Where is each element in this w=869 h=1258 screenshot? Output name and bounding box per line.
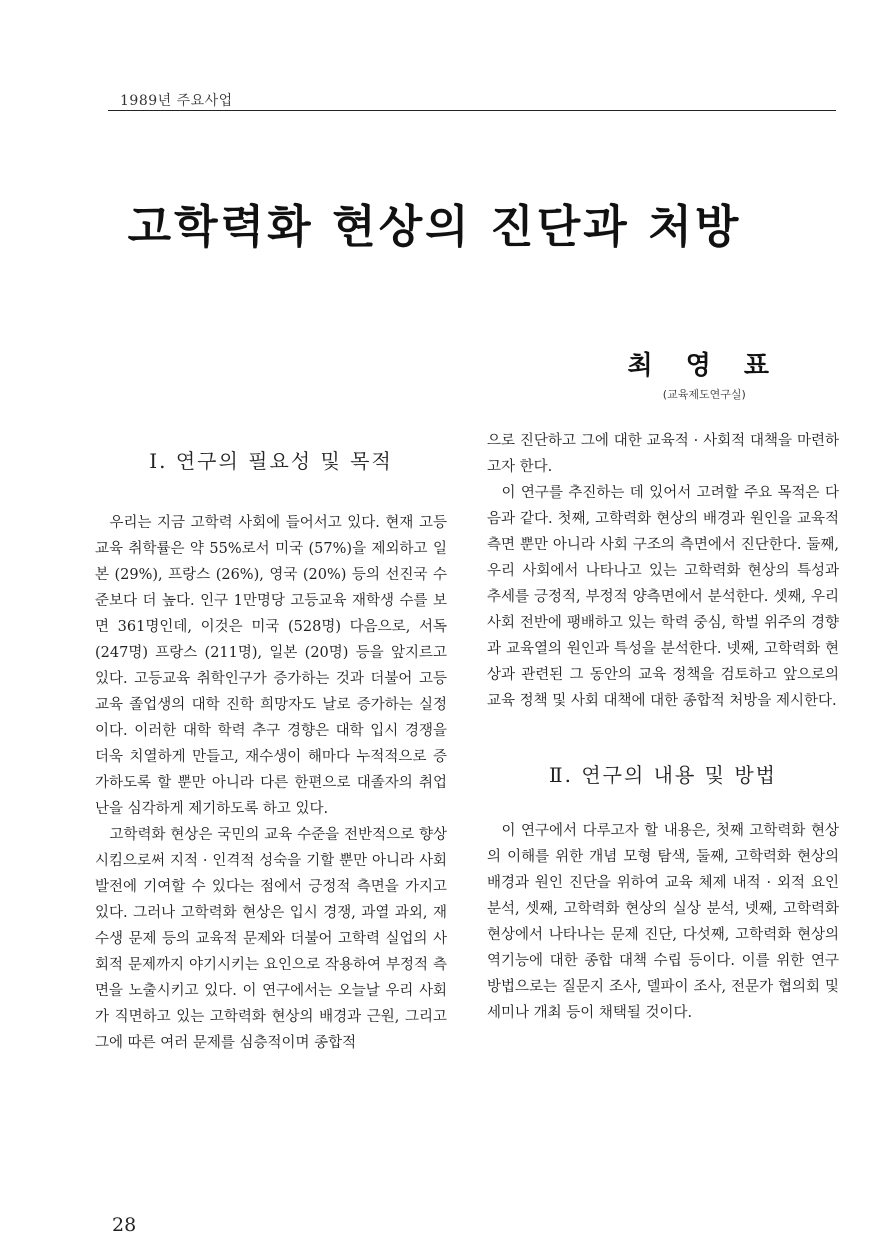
section1-continuation: 으로 진단하고 그에 대한 교육적 · 사회적 대책을 마련하고자 한다. xyxy=(487,433,839,475)
section1-paragraph-2: 고학력화 현상은 국민의 교육 수준을 전반적으로 향상시킴으로써 지적 · 인격적 성숙을 기할 뿐만 아니라 사회 발전에 기여할 수 있다는 점에서 긍정적 측면을 가지고 있다. 그러나 고학력화 현상은 입시 경쟁, 과열 과외, 재수생 문제 등의 교육적 문제와 더불어 고학력 실업의 사회적 문제까지 야기시키는 요인으로 작용하여 부정적 측면을 노출시키고 있다. 이 연구에서는 오늘날 우리 사회가 직면하고 있는 고학력화 현상의 배경과 근원, 그리고 그에 따른 여러 문제를 심층적이며 종합적 xyxy=(95,827,447,1051)
section1-paragraph-1: 우리는 지금 고학력 사회에 들어서고 있다. 현재 고등교육 취학률은 약 55%로서 미국 (57%)을 제외하고 일본 (29%), 프랑스 (26%), 영국 (20%) 등의 선진국 수준보다 더 높다. 인구 1만명당 고등교육 재학생 수를 보면 361명인데, 이것은 미국 (528명) 다음으로, 서독 (247명) 프랑스 (211명), 일본 (20명) 등을 앞지르고 있다. 고등교육 취학인구가 증가하는 것과 더불어 고등교육 졸업생의 대학 진학 희망자도 날로 증가하는 실정이다. 이러한 대학 학력 추구 경향은 대학 입시 경쟁을 더욱 치열하게 만들고, 재수생이 해마다 누적적으로 증가하도록 할 뿐만 아니라 다른 한편으로 대졸자의 취업난을 심각하게 제기하도록 하고 있다. xyxy=(95,515,447,817)
header-rule xyxy=(108,110,836,111)
author-block xyxy=(628,345,781,402)
page-number: 28 xyxy=(112,1214,137,1236)
section2-heading: Ⅱ. 연구의 내용 및 방법 xyxy=(549,763,777,787)
section2-paragraph: 이 연구에서 다루고자 할 내용은, 첫째 고학력화 현상의 이해를 위한 개념 모형 탐색, 둘째, 고학력화 현상의 배경과 원인 진단을 위하여 교육 체제 내적 · 외적 요인 분석, 셋째, 고학력화 현상의 실상 분석, 넷째, 고학력화 현상에서 나타나는 문제 진단, 다섯째, 고학력화 현상의 역기능에 대한 종합 대책 수립 등이다. 이를 위한 연구 방법으로는 질문지 조사, 델파이 조사, 전문가 협의회 및 세미나 개최 등이 채택될 것이다. xyxy=(487,823,839,1021)
running-head: 1989년 주요사업 xyxy=(120,93,233,109)
section1-paragraph-3: 이 연구를 추진하는 데 있어서 고려할 주요 목적은 다음과 같다. 첫째, 고학력화 현상의 배경과 원인을 교육적 측면 뿐만 아니라 사회 구조의 측면에서 진단한다. 둘째, 우리 사회에서 나타나고 있는 고학력화 현상의 특성과 추세를 긍정적, 부정적 양측면에서 분석한다. 셋째, 우리 사회 전반에 팽배하고 있는 학력 중심, 학벌 위주의 경향과 교육열의 원인과 특성을 분석한다. 넷째, 고학력화 현상과 관련된 그 동안의 교육 정책을 검토하고 앞으로의 교육 정책 및 사회 대책에 대한 종합적 처방을 제시한다. xyxy=(487,485,839,709)
page-title: 고학력화 현상의 진단과 처방 xyxy=(127,200,742,253)
right-column xyxy=(487,428,839,1026)
author-affiliation: (교육제도연구실) xyxy=(662,388,746,401)
author-name: 최 영 표 xyxy=(627,351,781,381)
section1-heading: Ⅰ. 연구의 필요성 및 목적 xyxy=(149,449,393,473)
left-column xyxy=(95,448,447,1056)
